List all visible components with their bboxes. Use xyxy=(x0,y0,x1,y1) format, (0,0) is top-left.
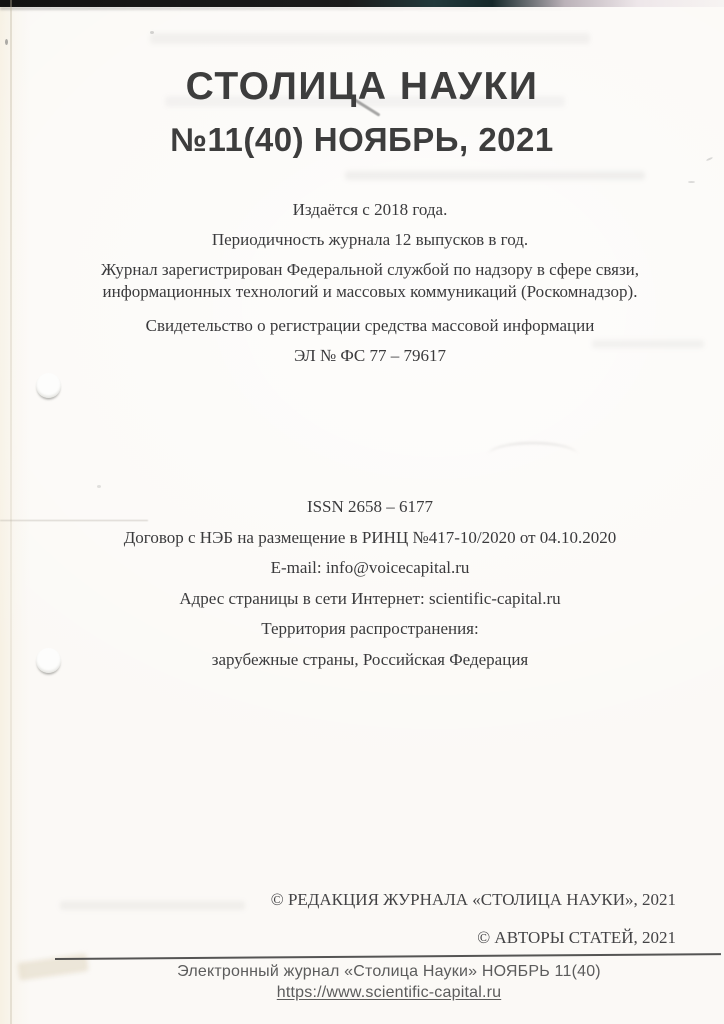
scan-speck xyxy=(5,39,8,45)
registration-text: Журнал зарегистрирован Федеральной службой по надзору в сфере связи, информационных технологий и массовых коммуникаций (Роскомнадзор). xyxy=(100,260,640,301)
issue-number-date: №11(40) НОЯБРЬ, 2021 xyxy=(170,120,554,158)
copyright-block xyxy=(271,889,676,948)
published-since-text: Издаётся с 2018 года. xyxy=(292,200,448,219)
journal-title: СТОЛИЦА НАУКИ xyxy=(185,65,539,108)
neb-contract-text: Договор с НЭБ на размещение в РИНЦ №417-10/2020 от 04.10.2020 xyxy=(123,527,617,547)
registration-info-block xyxy=(70,496,670,679)
certificate-number: ЭЛ № ФС 77 – 79617 xyxy=(294,346,446,365)
scan-edge-shadow xyxy=(0,7,594,10)
copyright-editorial: © РЕДАКЦИЯ ЖУРНАЛА «СТОЛИЦА НАУКИ», 2021 xyxy=(270,890,676,909)
footer-journal-line: Электронный журнал «Столица Науки» НОЯБРЬ 11(40) xyxy=(177,963,601,980)
scan-speck xyxy=(97,485,101,488)
territory-label: Территория распространения: xyxy=(261,619,479,638)
scan-speck xyxy=(150,31,154,34)
issn-text: ISSN 2658 – 6177 xyxy=(306,497,434,516)
website-text: Адрес страницы в сети Интернет: scientific-capital.ru xyxy=(179,588,561,608)
bleed-through-smudge xyxy=(150,33,590,44)
email-text: E-mail: info@voicecapital.ru xyxy=(270,558,470,577)
publication-info-block xyxy=(70,199,670,375)
footer-url-link[interactable]: https://www.scientific-capital.ru xyxy=(276,984,502,1001)
certificate-label: Свидетельство о регистрации средства массовой информации xyxy=(145,316,595,335)
bleed-through-smudge xyxy=(345,171,645,180)
copyright-authors: © АВТОРЫ СТАТЕЙ, 2021 xyxy=(477,928,676,947)
page-footer xyxy=(0,962,724,1003)
punch-hole-top xyxy=(36,373,61,398)
punch-hole-bottom xyxy=(36,648,61,673)
scan-edge-strip xyxy=(0,0,724,7)
frequency-text: Периодичность журнала 12 выпусков в год. xyxy=(211,230,529,249)
territory-value: зарубежные страны, Российская Федерация xyxy=(211,649,529,669)
scan-smudge-arc xyxy=(488,442,578,468)
footer-divider-line xyxy=(55,953,721,960)
journal-title-block xyxy=(0,64,724,159)
scan-speck xyxy=(688,181,695,183)
bleed-through-smudge xyxy=(60,901,245,910)
